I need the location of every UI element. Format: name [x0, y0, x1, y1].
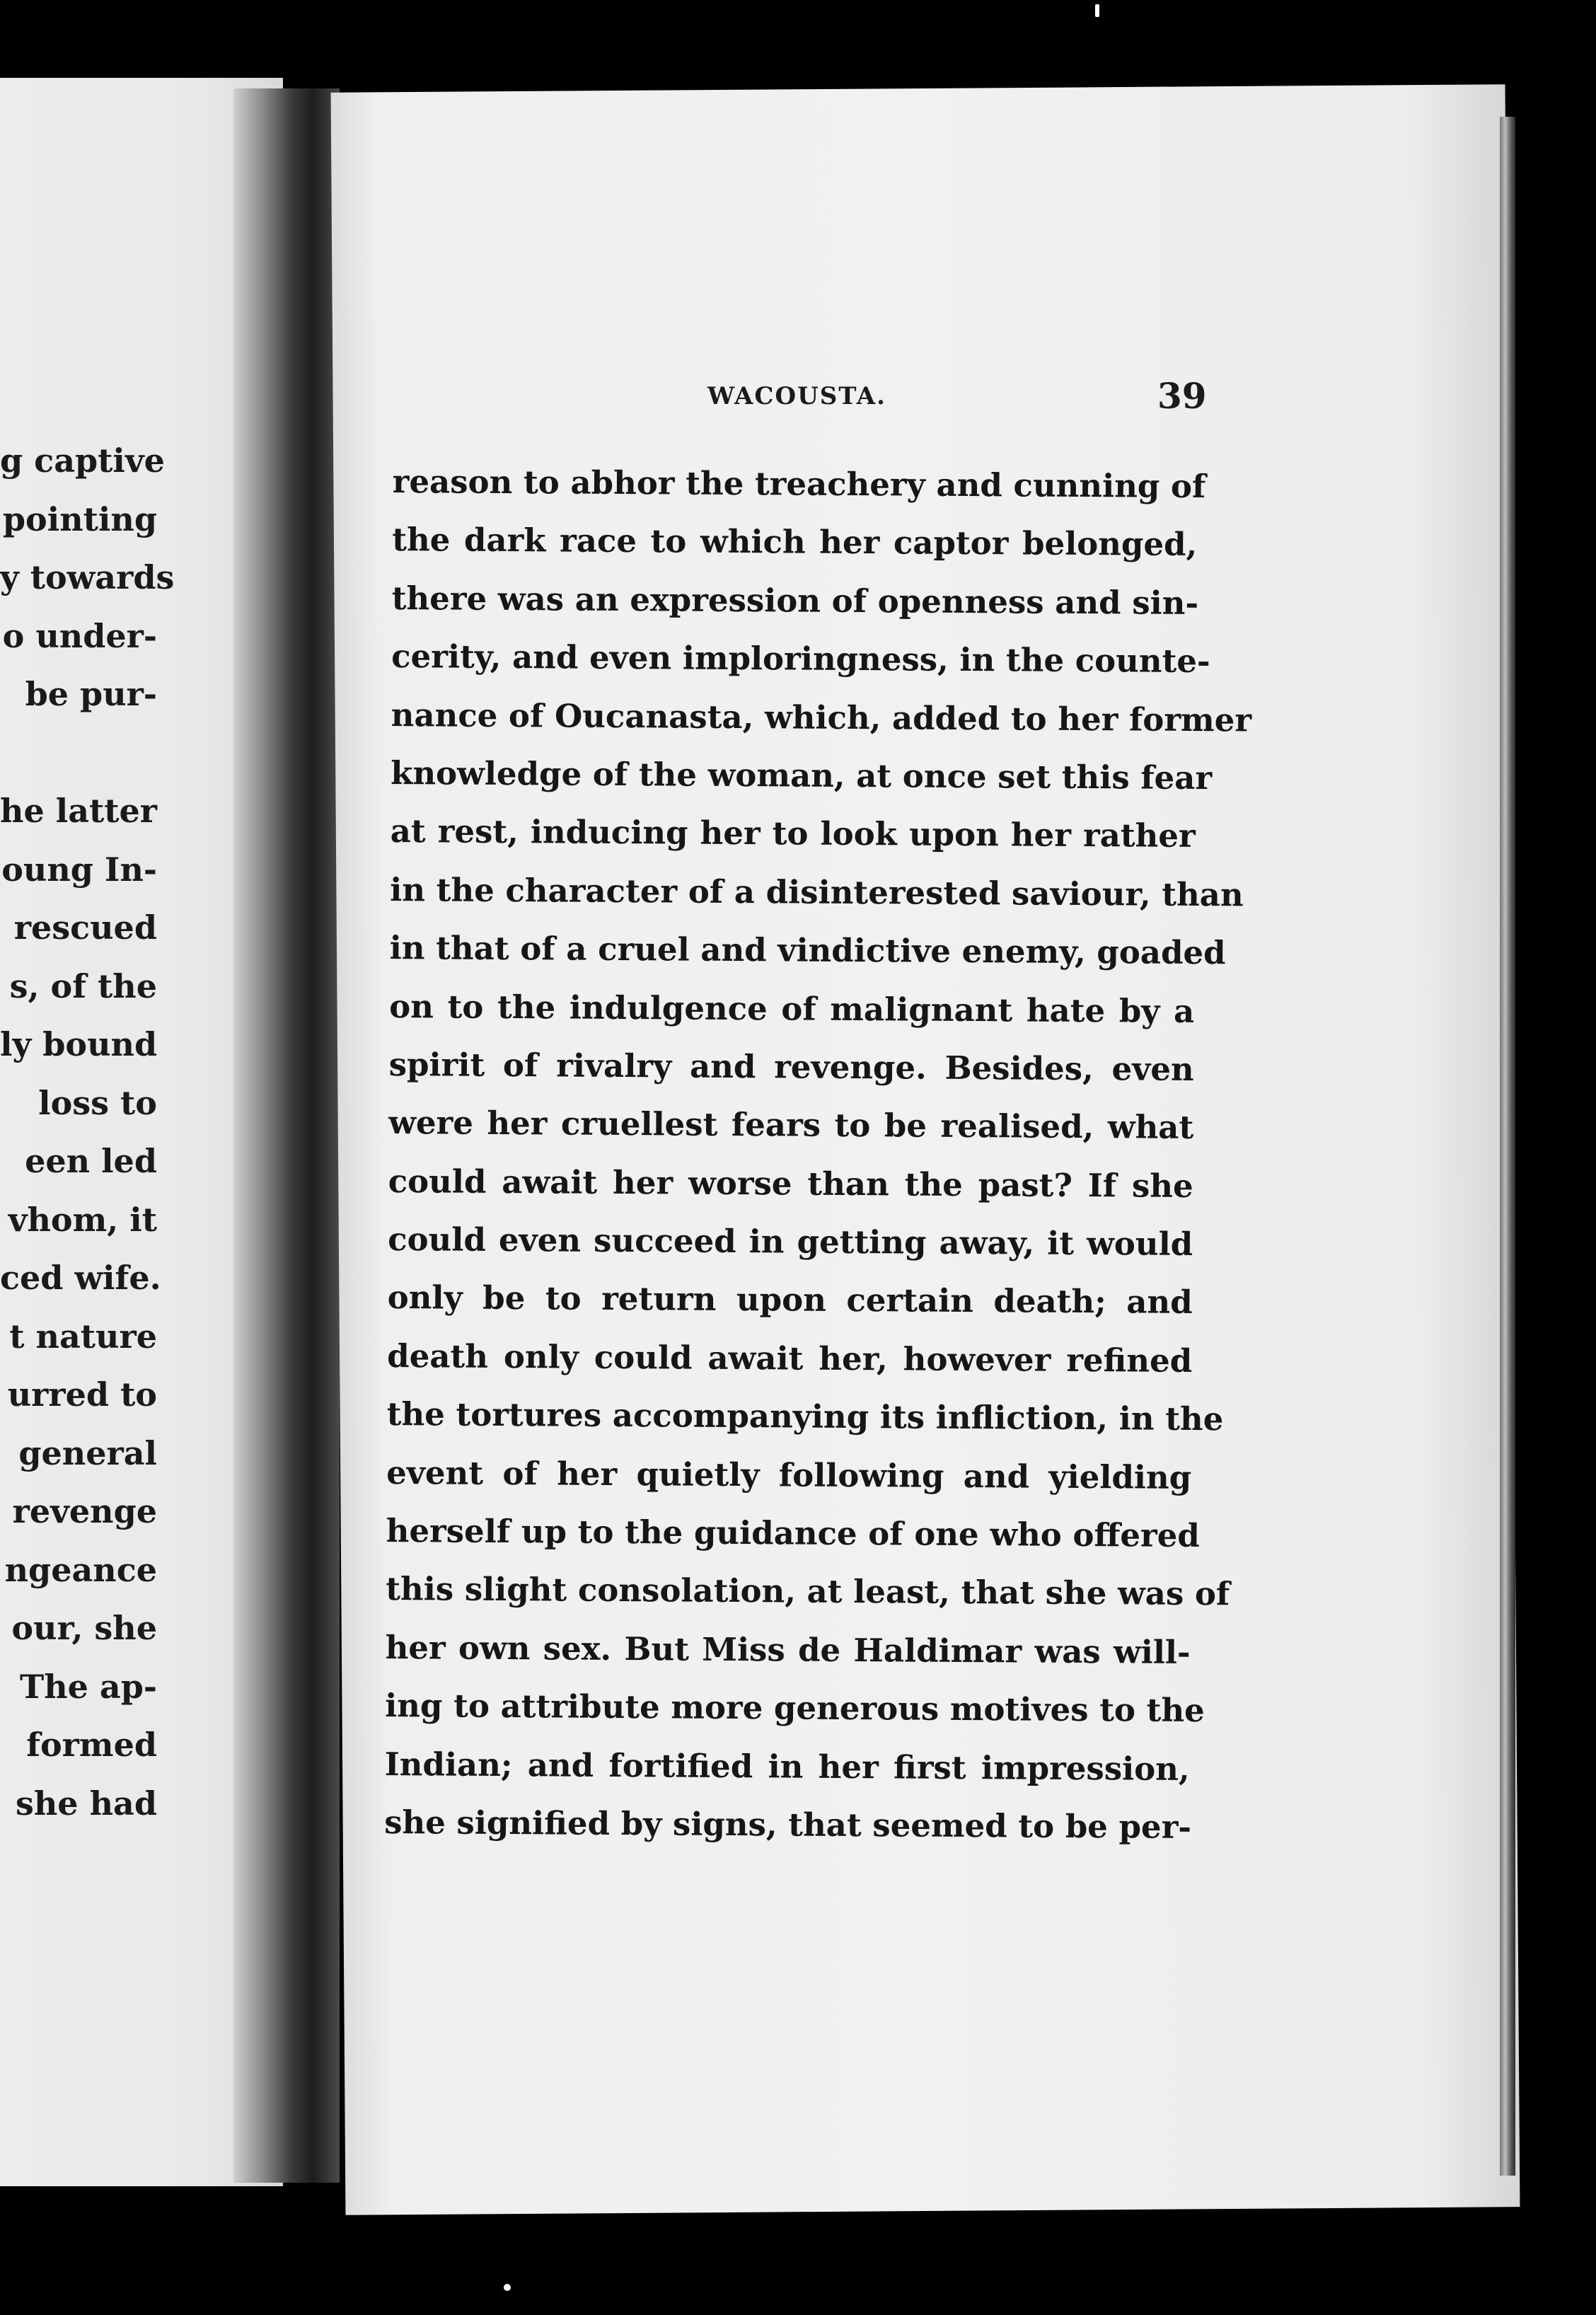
left-line: our, she: [11, 1609, 157, 1647]
text-line: knowledge of the woman, at once set this fear: [391, 754, 1213, 797]
text-line: only be to return upon certain death; and: [387, 1278, 1193, 1322]
left-line: [0, 724, 157, 783]
text-line: cerity, and even imploringness, in the counte-: [391, 637, 1210, 681]
left-line: y towards: [0, 558, 175, 596]
running-head: WACOUSTA.: [707, 382, 886, 410]
text-line: Indian; and fortified in her first impression,: [384, 1745, 1190, 1788]
left-line: ly bound: [0, 1025, 158, 1063]
text-line: she signified by signs, that seemed to be per-: [384, 1803, 1192, 1846]
book-gutter-shadow: [233, 88, 340, 2183]
text-line: nance of Oucanasta, which, added to her former: [391, 695, 1252, 739]
text-line: at rest, inducing her to look upon her rather: [390, 812, 1196, 855]
scan-speck: [504, 2284, 511, 2291]
text-line: ing to attribute more generous motives to the: [385, 1687, 1205, 1730]
text-line: in the character of a disinterested saviour, than: [390, 870, 1244, 914]
left-line: rescued: [13, 908, 157, 947]
left-line: loss to: [38, 1083, 157, 1122]
left-line: s, of the: [9, 966, 157, 1005]
previous-page-text: [0, 432, 175, 1832]
text-line: on to the indulgence of malignant hate by a: [389, 987, 1195, 1030]
scan-speck: [1095, 4, 1099, 17]
page-edge: [1500, 117, 1515, 2176]
page-body-text: [384, 453, 1252, 1857]
page-number: 39: [1157, 375, 1207, 417]
text-line: herself up to the guidance of one who offered: [386, 1512, 1201, 1555]
left-line: ngeance: [4, 1550, 157, 1589]
left-line: she had: [15, 1784, 157, 1823]
text-line: in that of a cruel and vindictive enemy, goaded: [389, 929, 1226, 972]
left-line: oung In-: [1, 850, 157, 889]
text-line: were her cruellest fears to be realised, what: [388, 1104, 1194, 1147]
left-line: The ap-: [19, 1667, 157, 1706]
text-line: the dark race to which her captor belonged,: [392, 521, 1198, 564]
left-line: general: [18, 1433, 157, 1472]
left-line: pointing: [2, 500, 157, 538]
text-line: spirit of rivalry and revenge. Besides, even: [388, 1045, 1194, 1088]
left-line: o under-: [2, 616, 157, 655]
text-line: could await her worse than the past? If she: [388, 1162, 1193, 1205]
text-line: the tortures accompanying its infliction, in the: [386, 1395, 1224, 1438]
left-line: urred to: [7, 1375, 157, 1414]
text-line: could even succeed in getting away, it would: [388, 1220, 1193, 1264]
text-line: there was an expression of openness and sin-: [391, 579, 1199, 622]
left-line: een led: [25, 1142, 157, 1180]
text-line: death only could await her, however refined: [387, 1337, 1193, 1380]
text-line: this slight consolation, at least, that she was of: [386, 1570, 1230, 1613]
text-line: reason to abhor the treachery and cunning of: [392, 462, 1206, 506]
text-line: her own sex. But Miss de Haldimar was will-: [385, 1628, 1191, 1671]
text-line: event of her quietly following and yielding: [386, 1453, 1192, 1496]
left-line: t nature: [9, 1317, 157, 1356]
left-line: revenge: [12, 1492, 157, 1530]
left-line: ced wife.: [0, 1259, 161, 1297]
left-line: vhom, it: [8, 1200, 157, 1239]
left-line: he latter: [0, 792, 158, 830]
left-line: g captive: [0, 441, 165, 480]
left-line: formed: [26, 1726, 157, 1764]
left-line: be pur-: [25, 675, 157, 713]
